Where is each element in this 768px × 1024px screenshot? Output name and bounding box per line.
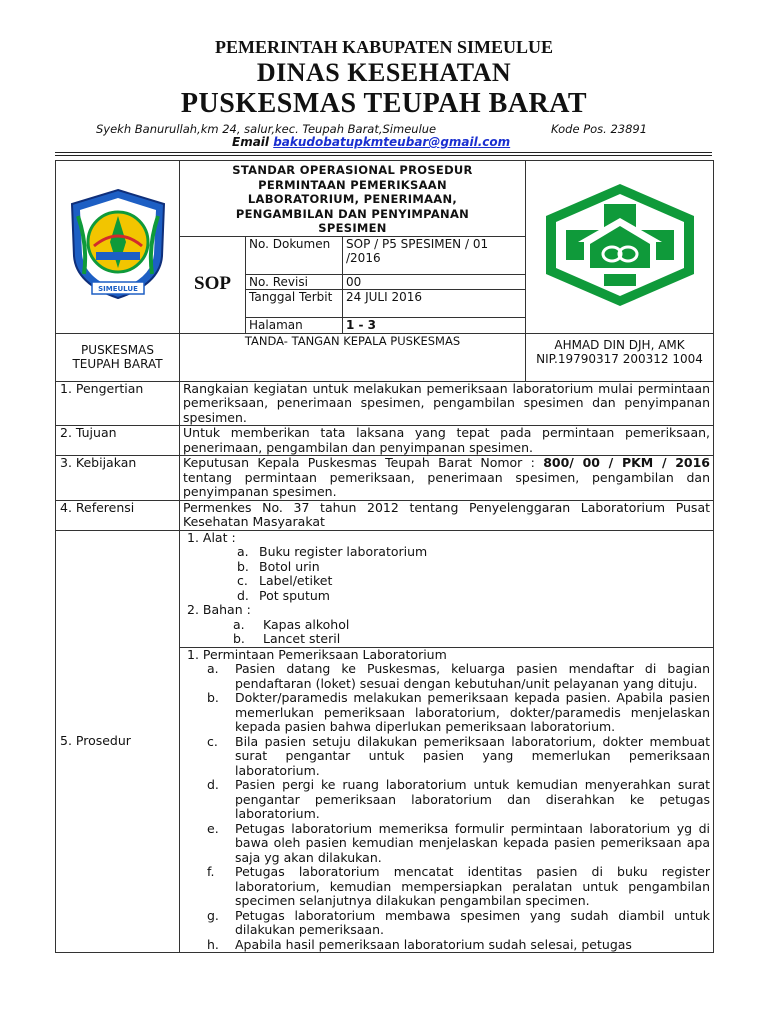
- bahan-mark: a.: [233, 616, 245, 632]
- step-item: [183, 691, 710, 735]
- meta-value: 00: [343, 274, 526, 290]
- step-mark: h.: [207, 936, 219, 952]
- address-line: [96, 122, 648, 136]
- government-name: PEMERINTAH KABUPATEN SIMEULUE: [214, 37, 554, 57]
- meta-value: 24 JULI 2016: [343, 290, 526, 318]
- step-text: Petugas laboratorium mencatat identitas pasien di buku register laboratorium, kemudian mempersiapkan peralatan untuk pengambilan specimen selanjutnya dilakukan pengambilan specimen.: [235, 864, 711, 908]
- alat-title: 1. Alat :: [187, 529, 236, 545]
- sop-title-line: STANDAR OPERASIONAL PROSEDUR: [232, 163, 473, 177]
- section-text-pengertian: Rangkaian kegiatan untuk melakukan pemeriksaan laboratorium mulai permintaan pemeriksaan, penerimaan spesimen, pengambilan spesimen dan penyimpanan spesimen.: [180, 381, 714, 426]
- head-nip: NIP.19790317 200312 1004: [536, 352, 703, 366]
- decree-number: 800/ 00 / PKM / 2016: [543, 455, 711, 470]
- alat-text: Botol urin: [259, 558, 320, 574]
- step-text: Pasien datang ke Puskesmas, keluarga pasien mendaftar di bagian pendaftaran (loket) sesuai dengan kebutuhan/unit pelayanan yang dituju.: [235, 661, 711, 691]
- email-line: [232, 135, 510, 149]
- sop-title: [180, 161, 526, 237]
- meta-key: No. Revisi: [246, 274, 343, 290]
- alat-mark: a.: [237, 544, 249, 559]
- meta-key: Tanggal Terbit: [246, 290, 343, 318]
- sop-title-line: PERMINTAAN PEMERIKSAAN: [258, 177, 447, 192]
- kebijakan-text-after: tentang permintaan pemeriksaan, penerimaan spesimen, pengambilan dan penyimpanan spesimen.: [183, 469, 711, 499]
- sop-title-line: PENGAMBILAN DAN PENYIMPANAN: [235, 206, 470, 221]
- step-mark: b.: [207, 690, 219, 705]
- step-mark: e.: [207, 820, 219, 836]
- section-label-referensi: 4. Referensi: [56, 500, 180, 530]
- head-of-puskesmas: [526, 333, 714, 381]
- postal-code: Kode Pos. 23891: [551, 122, 648, 136]
- step-text: Petugas laboratorium membawa spesimen yang sudah diambil untuk dilakukan pemeriksaan.: [235, 907, 711, 937]
- step-mark: d.: [207, 777, 219, 792]
- sop-table: [55, 160, 714, 953]
- letterhead: [0, 36, 768, 120]
- alat-item: [183, 560, 710, 575]
- section-label-pengertian: 1. Pengertian: [56, 381, 180, 426]
- meta-key: Halaman: [246, 318, 343, 334]
- sop-label: SOP: [180, 236, 246, 333]
- bahan-text: Lancet steril: [263, 631, 341, 646]
- step-item: [183, 822, 710, 866]
- section-label-prosedur: 5. Prosedur: [56, 530, 180, 953]
- header-rule-top: [55, 152, 712, 153]
- bahan-item: [183, 618, 710, 633]
- emblem-banner-text: SIMEULUE: [97, 285, 138, 293]
- bahan-text: Kapas alkohol: [263, 616, 350, 632]
- section-text-tujuan: Untuk memberikan tata laksana yang tepat pada permintaan pemeriksaan, penerimaan, pengambilan dan penyimpanan spesimen.: [180, 426, 714, 456]
- meta-value: 1 - 3: [343, 318, 526, 334]
- tools-and-materials: [180, 530, 714, 647]
- bahan-item: [183, 632, 710, 647]
- sop-title-line: LABORATORIUM, PENERIMAAN,: [247, 192, 458, 206]
- agency-name: DINAS KESEHATAN: [256, 58, 512, 87]
- alat-text: Pot sputum: [259, 587, 330, 603]
- step-mark: g.: [207, 907, 219, 923]
- signature-label: TANDA- TANGAN KEPALA PUSKESMAS: [180, 333, 526, 381]
- alat-mark: d.: [237, 587, 249, 603]
- regency-logo-cell: [56, 161, 180, 334]
- step-item: [183, 735, 710, 779]
- step-item: [183, 909, 710, 938]
- step-item: [183, 865, 710, 909]
- alat-text: Buku register laboratorium: [259, 544, 428, 559]
- alat-item: [183, 574, 710, 589]
- sop-title-line: SPESIMEN: [318, 221, 387, 235]
- step-text: Dokter/paramedis melakukan pemeriksaan kepada pasien. Apabila pasien memerlukan pemeriksaan laboratorium, dokter/paramedis menjelaskan kepada pasien bahwa diperlukan pemeriksaan laboratorium.: [235, 690, 711, 734]
- section-label-kebijakan: 3. Kebijakan: [56, 456, 180, 501]
- bahan-title: 2. Bahan :: [187, 602, 251, 617]
- puskesmas-green-cross-icon: [540, 180, 700, 310]
- step-mark: c.: [207, 733, 218, 749]
- steps-title: 1. Permintaan Pemeriksaan Laboratorium: [187, 646, 447, 662]
- alat-item: [183, 545, 710, 560]
- header-rule-bottom: [55, 155, 712, 156]
- address-text: Syekh Banurullah,km 24, salur,kec. Teupah Barat,Simeulue: [96, 122, 437, 136]
- email-link[interactable]: bakudobatupkmteubar@gmail.com: [273, 135, 511, 149]
- step-text: Bila pasien setuju dilakukan pemeriksaan laboratorium, dokter membuat surat pengantar untuk pasien yang memerlukan pemeriksaan laboratorium.: [235, 733, 711, 778]
- step-text: Petugas laboratorium memeriksa formulir permintaan laboratorium yg di bawa oleh pasien kemudian menjelaskan kepada pasien pemeriksaan apa saja yg akan dilakukan.: [235, 820, 711, 865]
- meta-value: SOP / P5 SPESIMEN / 01 /2016: [343, 236, 526, 274]
- alat-text: Label/etiket: [259, 573, 333, 588]
- alat-item: [183, 589, 710, 604]
- step-item: [183, 662, 710, 691]
- section-label-tujuan: 2. Tujuan: [56, 426, 180, 456]
- puskesmas-name: PUSKESMAS TEUPAH BARAT: [180, 88, 588, 119]
- head-name: AHMAD DIN DJH, AMK: [554, 337, 685, 352]
- section-text-kebijakan: [180, 456, 714, 501]
- email-label: Email: [232, 135, 270, 149]
- alat-mark: b.: [237, 558, 249, 574]
- step-text: Pasien pergi ke ruang laboratorium untuk kemudian menyerahkan surat pengantar pemeriksaan laboratorium dan diserahkan ke petugas laboratorium.: [235, 777, 711, 821]
- step-item: [183, 938, 710, 953]
- step-mark: f.: [207, 864, 215, 879]
- alat-mark: c.: [237, 573, 248, 588]
- section-text-referensi: Permenkes No. 37 tahun 2012 tentang Penyelenggaran Laboratorium Pusat Kesehatan Masyarakat: [180, 500, 714, 530]
- puskesmas-logo-cell: [526, 161, 714, 334]
- org-name: PUSKESMAS TEUPAH BARAT: [56, 333, 180, 381]
- kebijakan-text-before: Keputusan Kepala Puskesmas Teupah Barat Nomor :: [183, 455, 544, 470]
- step-item: [183, 778, 710, 822]
- bahan-mark: b.: [233, 631, 245, 646]
- procedure-steps: [180, 647, 714, 953]
- simeulue-regency-emblem-icon: [64, 186, 172, 304]
- meta-key: No. Dokumen: [246, 236, 343, 274]
- step-text: Apabila hasil pemeriksaan laboratorium sudah selesai, petugas: [235, 936, 632, 952]
- step-mark: a.: [207, 661, 219, 676]
